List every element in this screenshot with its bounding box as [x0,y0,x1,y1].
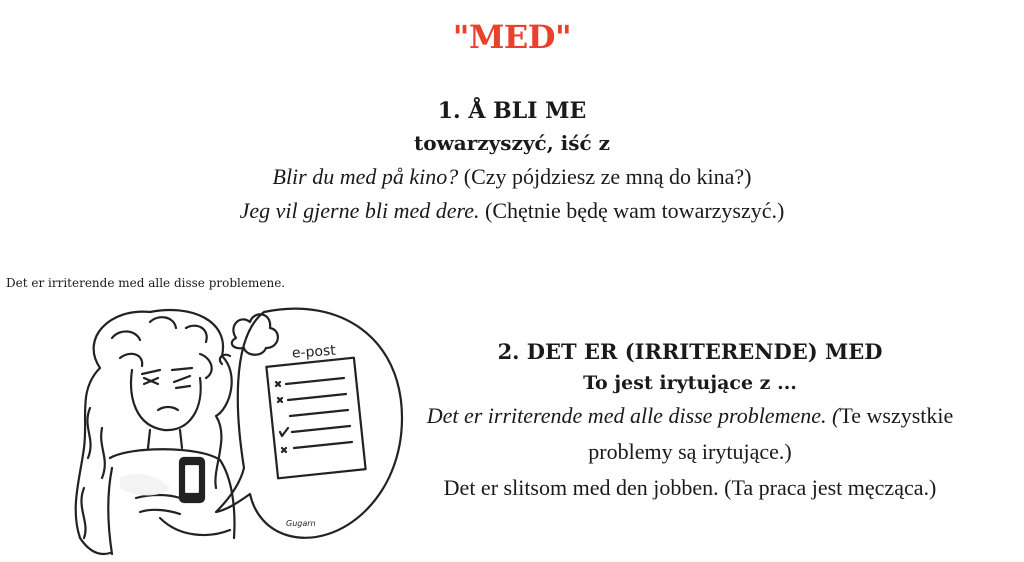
artist-signature: Gugarn [286,519,316,528]
section-det-er-med [395,336,985,506]
section2-heading: 2. DET ER (IRRITERENDE) MED [497,339,883,364]
example-line: Det er slitsom med den jobben. (Ta praca jest męcząca.) [443,475,937,500]
example-norwegian: Jeg vil gjerne bli med dere. [239,198,480,223]
example-polish: Te wszystkie problemy są irytujące.) [588,403,954,464]
example-polish: (Chętnie będę wam towarzyszyć.) [479,198,785,223]
example-polish: (Czy pójdziesz ze mną do kina?) [458,164,752,189]
section-ble-med [0,96,1024,228]
bubble-label: e-post [291,342,337,362]
example-line [0,160,1024,194]
example-norwegian: Blir du med på kino? [272,164,459,189]
illustration-caption: Det er irriterende med alle disse problemene. [6,276,286,290]
example-line [395,398,985,470]
section2-subheading: To jest irytujące z ... [583,372,797,394]
page-title: "MED" [452,18,572,56]
section1-heading: 1. Å BLI ME [437,98,587,124]
section1-subheading: towarzyszyć, iść z [414,131,610,155]
frustrated-person-illustration [40,298,410,560]
example-line [0,194,1024,228]
example-norwegian: Det er irriterende med alle disse problemene. ( [426,403,840,428]
